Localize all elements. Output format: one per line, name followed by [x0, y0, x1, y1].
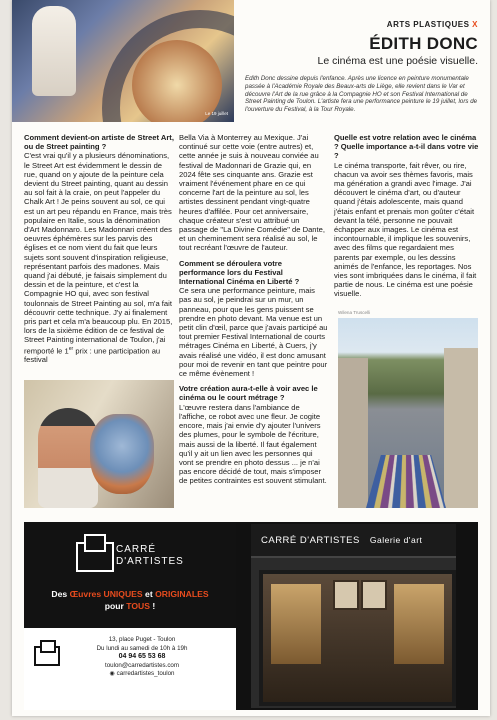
storefront-sign — [251, 524, 456, 558]
contact-phone: 04 94 65 53 68 — [118, 653, 166, 661]
sign-gallery: Galerie d'art — [369, 535, 423, 545]
contact-social-handle: carredartistes_toulon — [116, 670, 175, 678]
slogan-mid: et — [142, 589, 156, 599]
contact-lines — [24, 636, 236, 679]
magazine-page — [12, 0, 490, 716]
artist-facepaint-photo — [24, 380, 174, 508]
photo-building-right — [444, 348, 478, 508]
column-2 — [179, 133, 329, 492]
photo-credit: Wilena Truscelli — [338, 310, 371, 315]
slogan-highlight-1: Œuvres UNIQUES — [69, 589, 143, 599]
photo-artist — [38, 408, 98, 508]
answer-1-superscript: er — [68, 345, 74, 352]
photo-painted-face — [90, 414, 154, 494]
answer-1-end: prix : une participation au festival — [24, 346, 161, 365]
brand-line-1: CARRÉ — [116, 544, 157, 555]
street-painting-photo — [338, 318, 478, 508]
photo-painted-street — [366, 455, 446, 508]
question-1: Comment devient-on artiste de Street Art, ou de Street painting ? — [24, 133, 174, 152]
column-3 — [334, 133, 479, 305]
ad-contact-panel — [24, 628, 236, 710]
rubric-label: ARTS PLASTIQUES — [386, 20, 470, 29]
brand-logo-icon-inner — [84, 534, 106, 552]
answer-3: L'œuvre restera dans l'ambiance de l'affiche, ce robot avec une fleur. Je cogite encore, mais j'ai envie d'y ajouter l'univers des plumes, pour le symbole de l'écriture, mais aussi de la liberté. Il faut également qu'il y ait un lien avec les personnes qui vont se prendre en photo dessus ... je n'ai pas encore décidé de tout, mais s'imposer de petites contraintes est souvent stimulant. — [179, 402, 327, 486]
hero-artist-figure — [32, 6, 76, 96]
sign-brand: CARRÉ D'ARTISTES — [261, 535, 360, 546]
question-3: Votre création aura-t-elle à voir avec le cinéma ou le court métrage ? — [179, 384, 318, 403]
slogan-highlight-2: ORIGINALES — [155, 589, 209, 599]
contact-hours: Du lundi au samedi de 10h à 19h — [96, 644, 188, 652]
article-subtitle: Le cinéma est une poésie visuelle. — [317, 55, 478, 67]
question-2: Comment se déroulera votre performance lors du Festival International Cinéma en Liberté ? — [179, 258, 300, 287]
gallery-storefront-photo — [251, 524, 456, 708]
contact-email: toulon@carredartistes.com — [104, 661, 180, 669]
storefront-window — [394, 584, 444, 664]
answer-4: Le cinéma transporte, fait rêver, ou rire, chacun va avoir ses thèmes favoris, mais ma génération a grandi avec l'image. J'ai découvert le cinéma d'art, ou d'auteur quand j'étais adolescente, mais quand j'étais enfant et prenais mon goûter c'était devant la télé, personne ne pouvait échapper aux images. Le cinéma est incontournable, il implique les souvenirs, avec des films que regardaient mes parents par exemple, ou les dessins animés de l'enfance, les reportages. Nos vies sont imbriquées dans le cinéma, il fait partie de nous. Le cinéma est une poésie visuelle. — [334, 160, 477, 299]
ad-slogan — [24, 588, 236, 612]
slogan-post: pour — [104, 601, 127, 611]
question-4: Quelle est votre relation avec le cinéma ? Quelle importance a-t-il dans votre vie ? — [334, 133, 479, 161]
answer-1-text: C'est vrai qu'il y a plusieurs dénominations, le Street Art est évidemment le dessin de rue, quand on y ajoute de la peinture cela devient du Street painting, quant au dessin au sol fait à la craie, on peut l'appeler du Chalk Art ! Je peins souvent au sol, ce qui est un art peu répandu en France, mais très populaire en Italie, sous la dénomination d'Art Madonnaro. Les Madonnari créent des oeuvres éphémères sur les parvis des églises et ce nom vient du fait que leurs sujets sont souvent d'inspiration religieuse, représentant parfois des madones. Mais quand j'ai débuté, je faisais simplement du dessin et de la peinture, et c'est la Compagnie HO qui, avec son festival toulonnais de Street Painting au sol, m'a fait découvrir cette technique. J'y ai finalement pris part et cela m'a beaucoup plu. En 2015, lors de la sixième édition de ce festival de Street Painting international de Toulon, j'ai remporté le 1 — [24, 151, 173, 356]
storefront-artwork — [361, 580, 387, 610]
answer-2: Ce sera une performance peinture, mais pas au sol, je peindrai sur un mur, un panneau, pour que les gens puissent se prendre en photo devant. Ma venue est un petit clin d'œil, parce que j'avais participé au tout premier Festival International de courts métrages Cinéma en Liberté, à Cuers, j'y avais réalisé une vidéo, il est donc amusant pour moi de revenir en tant que peintre pour ce même évènement ! — [179, 286, 328, 379]
hero-caption: Le 19 juillet — [205, 111, 228, 116]
column-1 — [24, 133, 174, 371]
brand-line-2: D'ARTISTES — [116, 556, 184, 567]
storefront-window — [271, 584, 321, 664]
article-intro: Edith Donc dessine depuis l'enfance. Après une licence en peinture monumentale passée à l'Académie Royale des Beaux-arts de Liège, elle revient dans le Var et découvre l'Art de la rue grâce à la Compagnie HO et son Festival International de Street Painting de Toulon. L'artiste fera une performance peinture le 19 juillet, lors de l'ouverture du Festival, à la Tour Royale. — [245, 75, 478, 114]
answer-1-continued: Bella Via à Monterrey au Mexique. J'ai continué sur cette voie (entre autres) et, cette année je suis à nouveau conviée au festival de Madonnari de Grazie qui, en 2024 fête ses cinquante ans. Grazie est vraiment l'événement phare en ce qui concerne l'art de la peinture au sol, les artistes dessinent pendant vingt-quatre heures d'affilée. Pour cet anniversaire, chaque créateur s'est vu attribué un passage de "La Divine Comédie" de Dante, et un cheminement sera réalisé au sol, le tout recréant l'œuvre de l'auteur. — [179, 133, 325, 253]
storefront-interior — [259, 570, 456, 706]
slogan-end: ! — [149, 601, 156, 611]
section-rubric — [387, 20, 478, 29]
ad-brand-panel — [24, 522, 236, 628]
carre-dartistes-advertisement — [24, 522, 478, 710]
photo-building-left — [338, 358, 368, 508]
slogan-highlight-3: TOUS — [126, 601, 150, 611]
hero-painting-photo — [12, 0, 234, 122]
slogan-pre: Des — [51, 589, 70, 599]
storefront-artwork — [333, 580, 359, 610]
hero-sun — [132, 40, 222, 122]
contact-address: 13, place Puget - Toulon — [108, 636, 176, 643]
article-title: ÉDITH DONC — [369, 34, 478, 53]
answer-1 — [24, 151, 174, 364]
instagram-icon: ◉ — [109, 670, 117, 678]
contact-social — [48, 670, 236, 679]
ad-brand-name — [116, 544, 184, 568]
rubric-mark: X — [472, 20, 478, 29]
